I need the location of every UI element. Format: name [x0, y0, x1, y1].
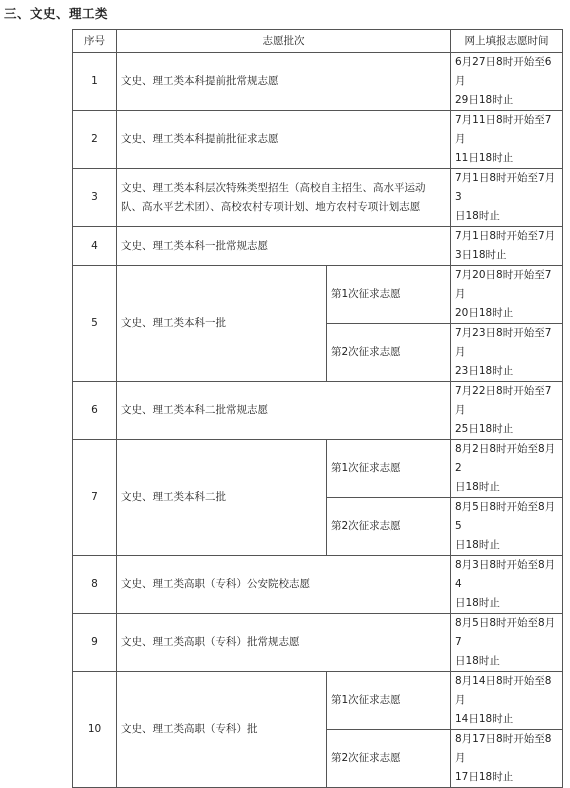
- table-row: [73, 266, 563, 324]
- fill-time: 8月2日8时开始至8月2 日18时止: [451, 440, 563, 498]
- fill-time: 8月14日8时开始至8月 14日18时止: [451, 672, 563, 730]
- table-row: [73, 672, 563, 730]
- row-number: 9: [73, 614, 117, 672]
- table-row: [73, 440, 563, 498]
- batch-name: 文史、理工类本科二批: [117, 440, 327, 556]
- fill-time: 7月11日8时开始至7月 11日18时止: [451, 111, 563, 169]
- fill-time: 8月17日8时开始至8月 17日18时止: [451, 730, 563, 788]
- fill-time: 8月5日8时开始至8月5 日18时止: [451, 498, 563, 556]
- row-number: 1: [73, 53, 117, 111]
- table-row: [73, 53, 563, 111]
- table-row: [73, 111, 563, 169]
- batch-name: 文史、理工类本科提前批常规志愿: [117, 53, 451, 111]
- row-number: 4: [73, 227, 117, 266]
- sub-batch-label: 第1次征求志愿: [327, 266, 451, 324]
- fill-time: 7月20日8时开始至7月 20日18时止: [451, 266, 563, 324]
- row-number: 6: [73, 382, 117, 440]
- sub-batch-label: 第2次征求志愿: [327, 730, 451, 788]
- row-number: 3: [73, 169, 117, 227]
- batch-name: 文史、理工类本科提前批征求志愿: [117, 111, 451, 169]
- table-row: [73, 382, 563, 440]
- batch-name: 文史、理工类本科一批: [117, 266, 327, 382]
- row-number: 2: [73, 111, 117, 169]
- fill-time: 6月27日8时开始至6月 29日18时止: [451, 53, 563, 111]
- batch-name: 文史、理工类高职（专科）批常规志愿: [117, 614, 451, 672]
- row-number: 8: [73, 556, 117, 614]
- row-number: 10: [73, 672, 117, 788]
- table-row: [73, 614, 563, 672]
- sub-batch-label: 第1次征求志愿: [327, 440, 451, 498]
- table-row: [73, 169, 563, 227]
- fill-time: 7月22日8时开始至7月 25日18时止: [451, 382, 563, 440]
- row-number: 5: [73, 266, 117, 382]
- table-row: [73, 227, 563, 266]
- sub-batch-label: 第1次征求志愿: [327, 672, 451, 730]
- table-row: [73, 556, 563, 614]
- fill-time: 8月3日8时开始至8月4 日18时止: [451, 556, 563, 614]
- batch-name: 文史、理工类本科一批常规志愿: [117, 227, 451, 266]
- row-number: 7: [73, 440, 117, 556]
- table-header-row: [73, 30, 563, 53]
- header-batch: 志愿批次: [117, 30, 451, 53]
- header-number: 序号: [73, 30, 117, 53]
- fill-time: 7月1日8时开始至7月 3日18时止: [451, 227, 563, 266]
- fill-time: 7月1日8时开始至7月3 日18时止: [451, 169, 563, 227]
- admission-schedule-table: [72, 29, 563, 788]
- sub-batch-label: 第2次征求志愿: [327, 324, 451, 382]
- batch-name: 文史、理工类本科层次特殊类型招生（高校自主招生、高水平运动 队、高水平艺术团）、高校农村专项计划、地方农村专项计划志愿: [117, 169, 451, 227]
- batch-name: 文史、理工类本科二批常规志愿: [117, 382, 451, 440]
- fill-time: 8月5日8时开始至8月7 日18时止: [451, 614, 563, 672]
- fill-time: 7月23日8时开始至7月 23日18时止: [451, 324, 563, 382]
- sub-batch-label: 第2次征求志愿: [327, 498, 451, 556]
- section-title: 三、文史、理工类: [4, 6, 109, 21]
- header-time: 网上填报志愿时间: [451, 30, 563, 53]
- batch-name: 文史、理工类高职（专科）批: [117, 672, 327, 788]
- batch-name: 文史、理工类高职（专科）公安院校志愿: [117, 556, 451, 614]
